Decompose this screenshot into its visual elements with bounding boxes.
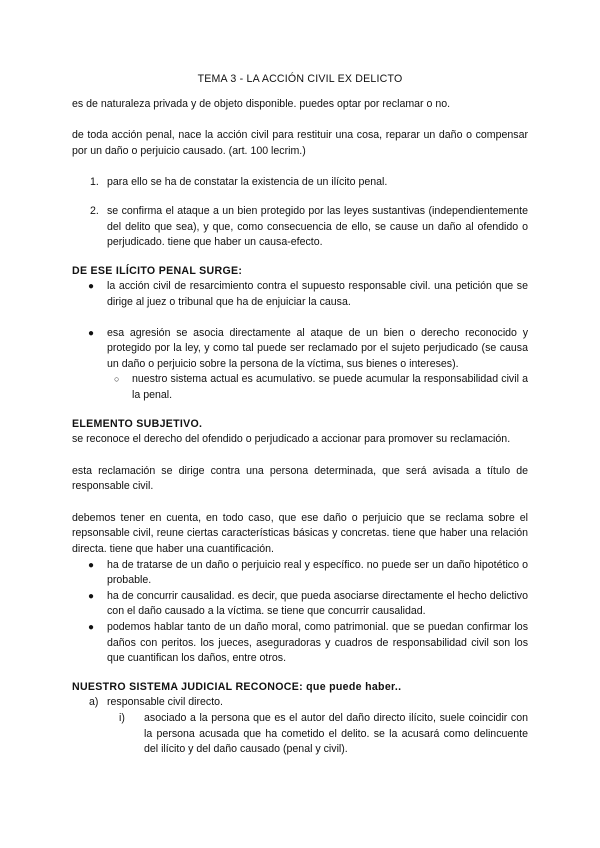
bullet-icon: ● <box>88 281 95 293</box>
list-item-text: ha de tratarse de un daño o perjuicio real y específico. no puede ser un daño hipotético o probable. <box>107 558 528 587</box>
list-item <box>72 620 528 667</box>
bullet-icon: ● <box>88 590 95 602</box>
bullet-icon: ● <box>88 327 95 339</box>
numbered-list <box>72 175 528 250</box>
bullet-list-ilicito <box>72 279 528 403</box>
paragraph-reclamacion: se reconoce el derecho del ofendido o perjudicado a accionar para promover su reclamación. <box>72 433 511 446</box>
document-page <box>72 72 528 758</box>
list-item <box>72 279 528 310</box>
sub-bullet-list <box>107 372 528 403</box>
section-heading-ilicito: DE ESE ILÍCITO PENAL SURGE: <box>72 264 243 277</box>
list-item-text: ha de concurrir causalidad. es decir, que pueda asociarse directamente el hecho delictivo con el daño causado a la víctima. se tiene que concurrir causalidad. <box>107 589 528 618</box>
section-heading-sistema-judicial: NUESTRO SISTEMA JUDICIAL RECONOCE: que puede haber.. <box>72 680 402 693</box>
sub-list-item <box>107 372 528 403</box>
bullet-icon: ● <box>88 559 95 571</box>
list-item <box>72 589 528 620</box>
hollow-bullet-icon: ○ <box>114 374 120 385</box>
list-number: 2. <box>90 204 99 217</box>
numbered-item <box>72 175 528 191</box>
bullet-list-caracteristicas <box>72 558 528 667</box>
section-heading-elemento-subjetivo: ELEMENTO SUBJETIVO. <box>72 417 203 430</box>
bullet-icon: ● <box>88 622 95 634</box>
roman-list-item <box>72 711 528 758</box>
numbered-item <box>72 204 528 251</box>
sub-list-item-text: nuestro sistema actual es acumulativo. se puede acumular la responsabilidad civil a la penal. <box>132 373 528 401</box>
numbered-item-text: se confirma el ataque a un bien protegido por las leyes sustantivas (independientemente del delito que sea), y que, como consecuencia de ello, se cause un daño al ofendido o perjudicado. tiene que haber un causa-efecto. <box>107 204 528 249</box>
alpha-item-text: responsable civil directo. <box>107 696 223 709</box>
list-item-text: podemos hablar tanto de un daño moral, como patrimonial. que se puedan confirmar los daños con peritos. los jueces, aseguradoras y cuadros de responsabilidad civil son los que cuantifican los daños, entre otros. <box>107 621 528 665</box>
paragraph-persona-determinada: esta reclamación se dirige contra una persona determinada, que será avisada a título de responsable civil. <box>72 464 528 493</box>
roman-marker: i) <box>119 712 125 724</box>
list-item-text: esa agresión se asocia directamente al ataque de un bien o derecho reconocido y protegido por la ley, y como tal puede ser reclamado por el sujeto perjudicado (se causa un daño o perjuicio sobre la persona de la víctima, sus bienes o intereses). <box>107 326 528 370</box>
list-number: 1. <box>90 176 99 189</box>
list-item <box>72 326 528 404</box>
intro-paragraph: es de naturaleza privada y de objeto disponible. puedes optar por reclamar o no. <box>72 97 451 110</box>
document-title: TEMA 3 - LA ACCIÓN CIVIL EX DELICTO <box>197 73 403 85</box>
paragraph-caracteristicas: debemos tener en cuenta, en todo caso, que ese daño o perjuicio que se reclama sobre el repsonsable civil, reune ciertas características básicas y concretas. tiene que haber una relación directa. tiene que haber una cuantificación. <box>72 511 528 556</box>
paragraph-accion-penal: de toda acción penal, nace la acción civil para restituir una cosa, reparar un daño o compensar por un daño o perjuicio causado. (art. 100 lecrim.) <box>72 129 528 157</box>
list-item <box>72 558 528 589</box>
alpha-list-item <box>72 695 528 711</box>
roman-item-text: asociado a la persona que es el autor del daño directo ilícito, suele coincidir con la persona acusada que ha cometido el delito. se la acusará como delincuente del ilícito y del daño causado (penal y civil). <box>144 712 528 756</box>
list-item-text: la acción civil de resarcimiento contra el supuesto responsable civil. una petición que se dirige al juez o tribunal que ha de enjuiciar la causa. <box>107 280 528 308</box>
numbered-item-text: para ello se ha de constatar la existencia de un ilícito penal. <box>107 176 388 189</box>
alpha-marker: a) <box>89 696 99 709</box>
